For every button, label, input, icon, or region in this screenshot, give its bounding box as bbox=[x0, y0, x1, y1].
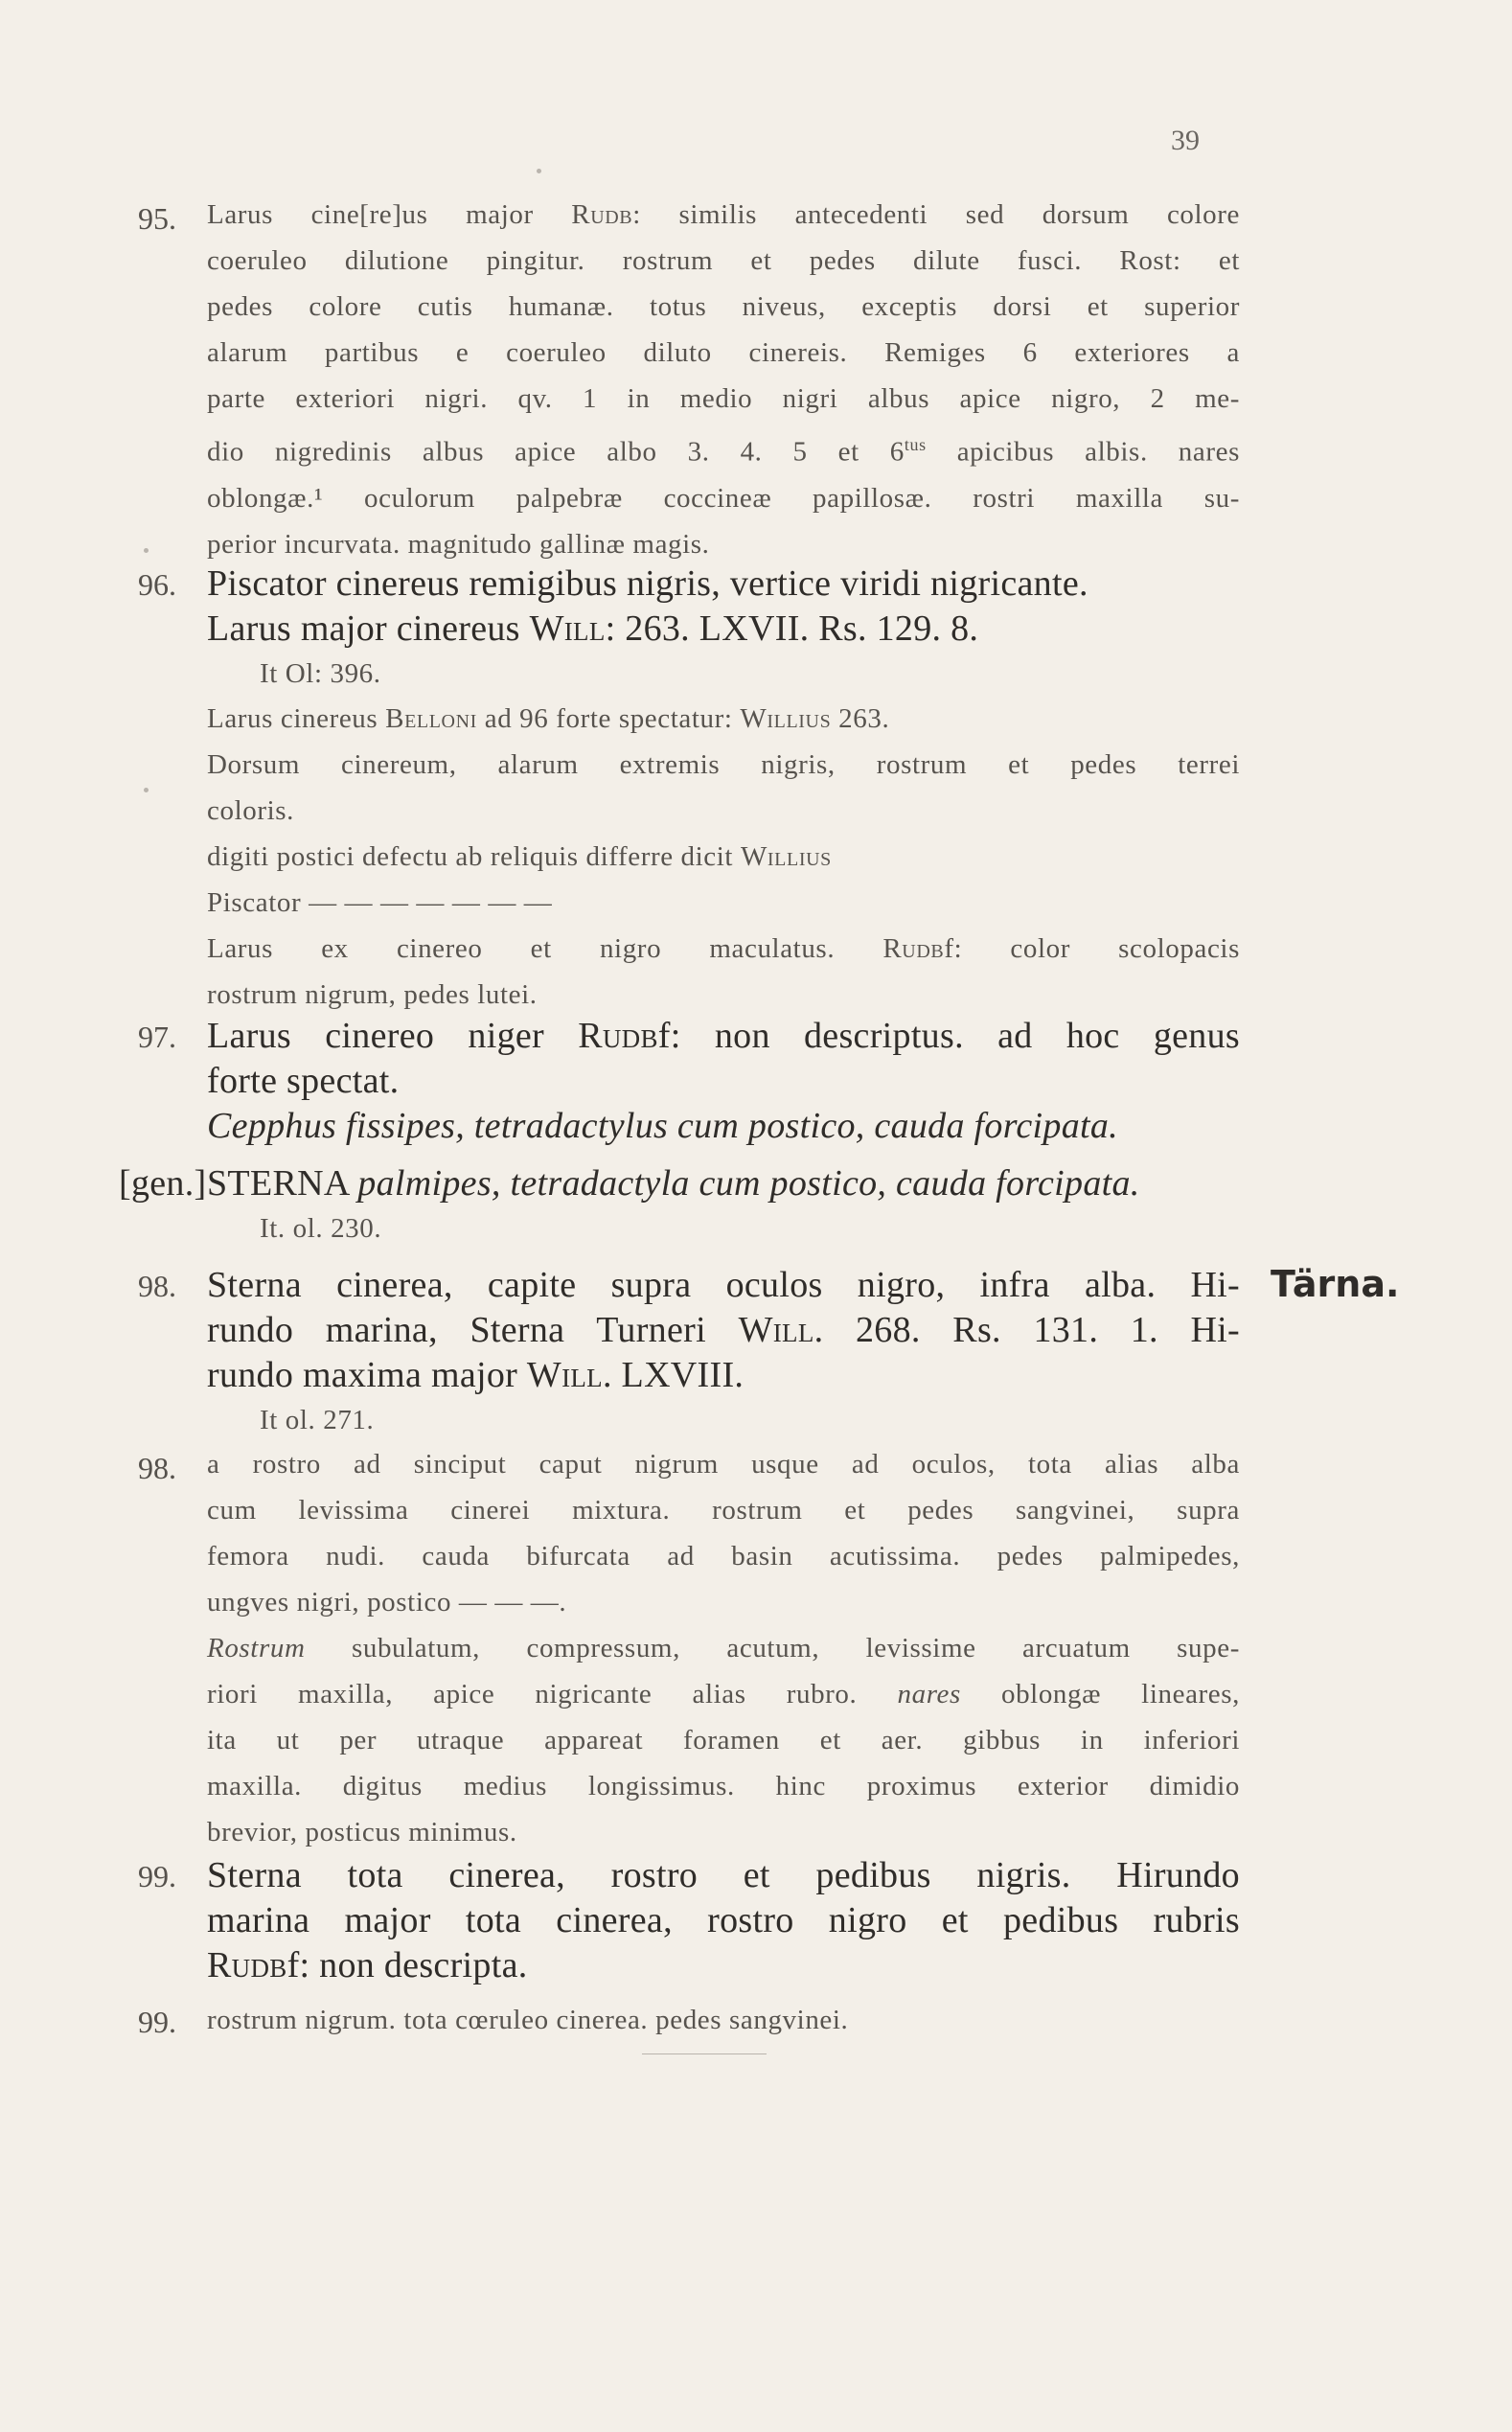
text-line: It. ol. 230. bbox=[260, 1213, 382, 1244]
entry-text bbox=[207, 562, 1240, 1018]
text-line: perior incurvata. magnitudo gallinæ magis. bbox=[207, 528, 710, 560]
text-line: maxilla. digitus medius longissimus. hinc proximus exterior dimidio bbox=[207, 1771, 1240, 1801]
entry-number: 98. bbox=[138, 1451, 176, 1485]
entry-text bbox=[207, 1441, 1240, 1855]
entry-number: 99. bbox=[138, 1859, 176, 1893]
text-line: digiti postici defectu ab reliquis differre dicit Willius bbox=[207, 841, 832, 872]
text-line: brevior, posticus minimus. bbox=[207, 1817, 517, 1847]
text-line: Dorsum cinereum, alarum extremis nigris, rostrum et pedes terrei bbox=[207, 749, 1240, 780]
text-line: Larus cine[re]us major Rudb: similis antecedenti sed dorsum colore bbox=[207, 199, 1240, 230]
text-line: rostrum nigrum, pedes lutei. bbox=[207, 979, 538, 1010]
entry-text bbox=[207, 1263, 1240, 1442]
text-line: a rostro ad sinciput caput nigrum usque ad oculos, tota alias alba bbox=[207, 1449, 1240, 1480]
entry-number: 98. bbox=[138, 1269, 176, 1303]
paper-speck bbox=[144, 548, 149, 553]
text-line: rundo maxima major Will. LXVIII. bbox=[207, 1355, 745, 1395]
text-line: Cepphus fissipes, tetradactylus cum postico, cauda forcipata. bbox=[207, 1106, 1118, 1146]
text-line: cum levissima cinerei mixtura. rostrum et pedes sangvinei, supra bbox=[207, 1495, 1240, 1526]
text-line: Rostrum subulatum, compressum, acutum, levissime arcuatum supe- bbox=[207, 1633, 1240, 1663]
text-line: femora nudi. cauda bifurcata ad basin acutissima. pedes palmipedes, bbox=[207, 1541, 1240, 1572]
text-line: coloris. bbox=[207, 795, 294, 826]
text-line: It Ol: 396. bbox=[260, 658, 381, 689]
page-number: 39 bbox=[1171, 125, 1200, 156]
text-line: ungves nigri, postico — — —. bbox=[207, 1587, 567, 1618]
text-line: oblongæ.¹ oculorum palpebræ coccineæ papillosæ. rostri maxilla su- bbox=[207, 482, 1240, 514]
text-line: STERNA palmipes, tetradactyla cum postico, cauda forcipata. bbox=[207, 1163, 1140, 1204]
entry-text bbox=[207, 1997, 1240, 2043]
text-line: pedes colore cutis humanæ. totus niveus, exceptis dorsi et superior bbox=[207, 291, 1240, 322]
text-line: Sterna tota cinerea, rostro et pedibus nigris. Hirundo bbox=[207, 1855, 1240, 1895]
genus-text bbox=[207, 1161, 1240, 1250]
entry-number: 96. bbox=[138, 567, 176, 602]
text-line: rundo marina, Sterna Turneri Will. 268. Rs. 131. 1. Hi- bbox=[207, 1310, 1240, 1350]
text-line: Larus cinereus Belloni ad 96 forte spectatur: Willius 263. bbox=[207, 703, 890, 734]
margin-note: Tärna. bbox=[1271, 1263, 1400, 1305]
text-line: marina major tota cinerea, rostro nigro et pedibus rubris bbox=[207, 1900, 1240, 1940]
entry-text bbox=[207, 192, 1240, 567]
text-line: Piscator cinereus remigibus nigris, vertice viridi nigricante. bbox=[207, 563, 1088, 604]
text-line: forte spectat. bbox=[207, 1061, 400, 1101]
text-line: coeruleo dilutione pingitur. rostrum et pedes dilute fusci. Rost: et bbox=[207, 245, 1240, 276]
entry-number: 99. bbox=[138, 2005, 176, 2039]
text-line: riori maxilla, apice nigricante alias rubro. nares oblongæ lineares, bbox=[207, 1679, 1241, 1709]
text-line: ita ut per utraque appareat foramen et aer. gibbus in inferiori bbox=[207, 1725, 1240, 1755]
text-line: Larus major cinereus Will: 263. LXVII. Rs. 129. 8. bbox=[207, 608, 979, 649]
genus-label: [gen.] bbox=[119, 1163, 207, 1204]
text-line: parte exteriori nigri. qv. 1 in medio nigri albus apice nigro, 2 me- bbox=[207, 383, 1240, 414]
text-line: Rudbf: non descripta. bbox=[207, 1945, 528, 1985]
text-line: alarum partibus e coeruleo diluto cinereis. Remiges 6 exteriores a bbox=[207, 337, 1240, 368]
entry-text bbox=[207, 1853, 1240, 1988]
paper-speck bbox=[537, 169, 541, 173]
entry-text bbox=[207, 1014, 1240, 1149]
paper-speck bbox=[144, 788, 149, 792]
text-line: Sterna cinerea, capite supra oculos nigro, infra alba. Hi- bbox=[207, 1265, 1240, 1305]
footnote-rule bbox=[642, 2053, 767, 2054]
text-line: It ol. 271. bbox=[260, 1405, 375, 1435]
entry-number: 97. bbox=[138, 1020, 176, 1054]
text-line: Larus cinereo niger Rudbf: non descriptus. ad hoc genus bbox=[207, 1016, 1240, 1056]
entry-number: 95. bbox=[138, 201, 176, 236]
text-line: rostrum nigrum. tota cœruleo cinerea. pedes sangvinei. bbox=[207, 2005, 849, 2035]
text-line: dio nigredinis albus apice albo 3. 4. 5 et $6^{tus}$ apicibus albis. nares bbox=[207, 435, 1240, 468]
text-line: Larus ex cinereo et nigro maculatus. Rudbf: color scolopacis bbox=[207, 933, 1240, 964]
text-line: Piscator — — — — — — — bbox=[207, 887, 553, 918]
